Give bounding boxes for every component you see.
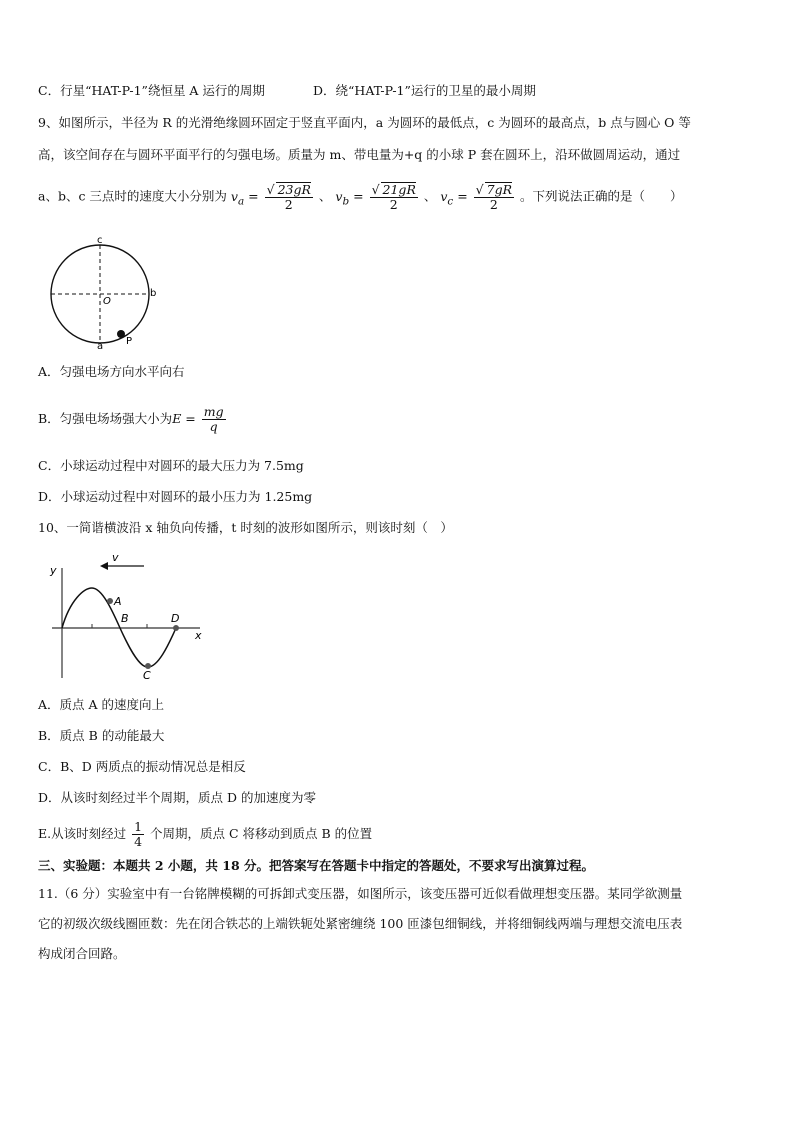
quarter-fraction: $\frac{1}{4}$	[134, 819, 143, 849]
q11-stem-line1: 11.（6 分）实验室中有一台铭牌模糊的可拆卸式变压器，如图所示，该变压器可近似看做理想变压器。某同学欲测量	[38, 886, 683, 901]
label-a: a	[97, 341, 104, 350]
vc-fraction: $\frac{√ 7gR}{2}$	[475, 182, 512, 212]
q8-option-c: C．行星“HAT-P-1”绕恒星 A 运行的周期	[38, 83, 265, 98]
vc-symbol: $v_c$	[440, 188, 454, 207]
q11-stem-line3: 构成闭合回路。	[38, 946, 126, 961]
q10-stem: 10、一简谐横波沿 x 轴负向传播，t 时刻的波形如图所示，则该时刻（ ）	[38, 520, 453, 535]
q11-stem-line2: 它的初级次级线圈匝数：先在闭合铁芯的上端铁轭处紧密缠绕 100 匝漆包细铜线，并将细铜线两端与理想交流电压表	[38, 916, 683, 931]
label-y: y	[50, 564, 57, 577]
label-o: O	[103, 296, 111, 307]
label-b: b	[150, 288, 157, 299]
label-a: A	[114, 595, 122, 608]
q9-option-a: A．匀强电场方向水平向右	[38, 364, 185, 379]
vb-fraction: $\frac{√ 21gR}{2}$	[371, 182, 416, 212]
label-b: B	[121, 612, 129, 625]
q9-option-d: D．小球运动过程中对圆环的最小压力为 1.25mg	[38, 489, 313, 504]
q9-option-b: B．匀强电场场强大小为E = $\frac{mg}{q}$	[38, 404, 224, 434]
q9-stem-line1: 9、如图所示，半径为 R 的光滑绝缘圆环固定于竖直平面内，a 为圆环的最低点，c 为圆环的最高点，b 点与圆心 O 等	[38, 115, 691, 130]
velocity-arrowhead	[100, 562, 108, 570]
vb-symbol: $v_b$	[335, 188, 350, 207]
field-fraction: $\frac{mg}{q}$	[203, 404, 224, 434]
q10-option-c: C．B、D 两质点的振动情况总是相反	[38, 759, 246, 774]
label-p: P	[126, 336, 133, 347]
q9-stem-line3: a、b、c 三点时的速度大小分别为 $v_a$ = $\frac{√ 23gR}{2}$ 、 $v_b$ = $\frac{√ 21gR}{2}$ 、 $v_c$ = $\frac{√ 7gR}{2}$ 。下列说法正确的是（ ）	[38, 182, 683, 212]
q10-wave-figure	[44, 550, 214, 684]
q9-stem-line3-prefix: a、b、c 三点时的速度大小分别为	[38, 188, 227, 204]
q8-option-d: D．绕“HAT-P-1”运行的卫星的最小周期	[313, 83, 536, 98]
label-c: C	[143, 669, 151, 682]
label-c: c	[97, 235, 103, 246]
q10-option-e: E.从该时刻经过 $\frac{1}{4}$ 个周期，质点 C 将移动到质点 B 的位置	[38, 819, 373, 849]
label-v: v	[112, 551, 119, 564]
q9-stem-line3-suffix: 。下列说法正确的是（ ）	[519, 188, 683, 204]
q9-stem-line2: 高，该空间存在与圆环平面平行的匀强电场。质量为 m、带电量为+q 的小球 P 套在圆环上，沿环做圆周运动，通过	[38, 147, 681, 162]
q9-circle-figure	[40, 232, 170, 350]
point-a	[107, 598, 113, 604]
label-d: D	[171, 612, 180, 625]
section-3-heading: 三、实验题：本题共 2 小题，共 18 分。把答案写在答题卡中指定的答题处，不要求写出演算过程。	[38, 858, 595, 873]
q10-option-d: D．从该时刻经过半个周期，质点 D 的加速度为零	[38, 790, 316, 805]
q10-option-a: A．质点 A 的速度向上	[38, 697, 165, 712]
q9-option-c: C．小球运动过程中对圆环的最大压力为 7.5mg	[38, 458, 304, 473]
ball-p	[117, 330, 125, 338]
va-fraction: $\frac{√ 23gR}{2}$	[266, 182, 311, 212]
q10-option-b: B．质点 B 的动能最大	[38, 728, 165, 743]
label-x: x	[195, 629, 202, 642]
separator: 、	[318, 188, 332, 204]
separator: 、	[423, 188, 437, 204]
point-d	[173, 625, 179, 631]
va-symbol: $v_a$	[230, 188, 245, 207]
